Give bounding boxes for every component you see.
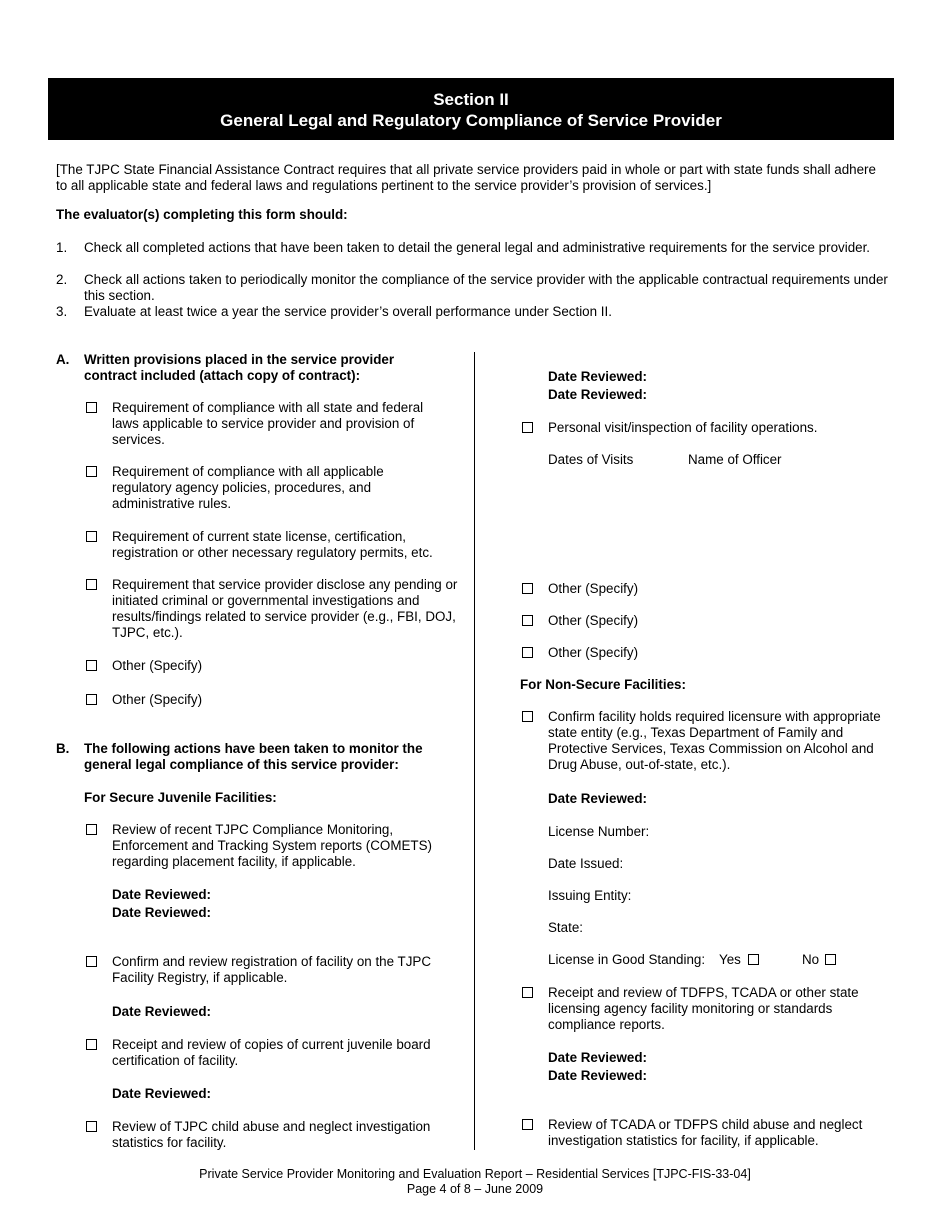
abuse-stats-text: Review of TJPC child abuse and neglect investigation statistics for facility. (112, 1119, 431, 1150)
tdfps-report-checkbox[interactable] (522, 987, 533, 998)
registry-review-text: Confirm and review registration of facility on the TJPC Facility Registry, if applicable. (112, 954, 432, 985)
section-a-item-1-checkbox[interactable] (86, 402, 97, 413)
licensure-checkbox[interactable] (522, 711, 533, 722)
section-a-item-2: Requirement of compliance with all applicable regulatory agency policies, procedures, and administrative rules. (112, 464, 384, 511)
comets-review-text: Review of recent TJPC Compliance Monitoring, Enforcement and Tracking System reports (COMETS) regarding placement facility, if applicable. (112, 822, 432, 869)
right-other-1-checkbox[interactable] (522, 583, 533, 594)
section-a-other-1-checkbox[interactable] (86, 660, 97, 671)
right-other-2-checkbox[interactable] (522, 615, 533, 626)
board-cert-text: Receipt and review of copies of current juvenile board certification of facility. (112, 1037, 431, 1068)
section-a-letter: A. (56, 352, 70, 367)
visit-text: Personal visit/inspection of facility operations. (548, 420, 818, 435)
registry-review-checkbox[interactable] (86, 956, 97, 967)
board-cert-checkbox[interactable] (86, 1039, 97, 1050)
comets-date-reviewed-2: Date Reviewed: (112, 905, 211, 920)
step-2-number: 2. (56, 272, 68, 287)
section-a-other-2: Other (Specify) (112, 692, 203, 707)
section-b-letter: B. (56, 741, 70, 756)
registry-date-reviewed: Date Reviewed: (112, 1004, 211, 1019)
evaluator-heading: The evaluator(s) completing this form should: (56, 207, 348, 222)
non-secure-heading: For Non-Secure Facilities: (520, 677, 686, 692)
state-label: State: (548, 920, 583, 935)
column-divider (474, 352, 475, 1150)
right-other-3: Other (Specify) (548, 645, 639, 660)
section-a-heading: Written provisions placed in the service provider contract included (attach copy of contract): (84, 352, 395, 383)
right-other-2: Other (Specify) (548, 613, 639, 628)
comets-review-checkbox[interactable] (86, 824, 97, 835)
secure-facilities-heading: For Secure Juvenile Facilities: (84, 790, 277, 805)
tcada-stats-checkbox[interactable] (522, 1119, 533, 1130)
good-standing-label: License in Good Standing: (548, 952, 706, 967)
tcada-stats-text: Review of TCADA or TDFPS child abuse and neglect investigation statistics for facility, if applicable. (548, 1117, 863, 1148)
license-number-label: License Number: (548, 824, 650, 839)
visit-checkbox[interactable] (522, 422, 533, 433)
step-1-number: 1. (56, 240, 68, 255)
section-b-heading: The following actions have been taken to monitor the general legal compliance of this service provider: (84, 741, 423, 772)
section-a-item-4: Requirement that service provider disclose any pending or initiated criminal or governmental investigations and results/findings related to service provider (e.g., FBI, DOJ, TJPC, etc.). (112, 577, 458, 640)
footer-page-number: Page 4 of 8 – June 2009 (406, 1182, 544, 1196)
date-issued-label: Date Issued: (548, 856, 624, 871)
step-2-text: Check all actions taken to periodically monitor the compliance of the service provider with the applicable contractual requirements under this section. (84, 272, 888, 303)
section-title: General Legal and Regulatory Compliance of Service Provider (220, 111, 722, 130)
tdfps-date-reviewed-1: Date Reviewed: (548, 1050, 647, 1065)
section-a-item-3: Requirement of current state license, certification, registration or other necessary regulatory permits, etc. (112, 529, 433, 560)
section-a-item-3-checkbox[interactable] (86, 531, 97, 542)
abuse-date-reviewed-2: Date Reviewed: (548, 387, 647, 402)
issuing-entity-label: Issuing Entity: (548, 888, 632, 903)
section-banner (48, 78, 894, 140)
dates-of-visits-label: Dates of Visits (548, 452, 634, 467)
tdfps-report-text: Receipt and review of TDFPS, TCADA or other state licensing agency facility monitoring or standards compliance reports. (548, 985, 859, 1032)
name-of-officer-label: Name of Officer (688, 452, 782, 467)
section-a-other-1: Other (Specify) (112, 658, 203, 673)
section-a-item-1: Requirement of compliance with all state and federal laws applicable to service provider and provision of services. (112, 400, 424, 447)
board-cert-date-reviewed: Date Reviewed: (112, 1086, 211, 1101)
section-number: Section II (433, 90, 509, 109)
intro-note: [The TJPC State Financial Assistance Contract requires that all private service providers paid in whole or part with state funds shall adhere to all applicable state and federal laws and regulations pertinent to the service provider’s provision of services.] (56, 162, 876, 193)
good-standing-yes-checkbox[interactable] (748, 954, 759, 965)
tdfps-date-reviewed-2: Date Reviewed: (548, 1068, 647, 1083)
section-a-item-2-checkbox[interactable] (86, 466, 97, 477)
section-a-item-4-checkbox[interactable] (86, 579, 97, 590)
section-a-other-2-checkbox[interactable] (86, 694, 97, 705)
good-standing-yes-label: Yes (719, 952, 741, 967)
footer-line-1: Private Service Provider Monitoring and Evaluation Report – Residential Services [TJPC-FIS-33-04] (199, 1167, 751, 1181)
right-other-3-checkbox[interactable] (522, 647, 533, 658)
step-3-text: Evaluate at least twice a year the service provider’s overall performance under Section II. (84, 304, 612, 319)
licensure-text: Confirm facility holds required licensure with appropriate state entity (e.g., Texas Department of Family and Protective Services, Texas Commission on Alcohol and Drug Abuse, out-of-state, etc.). (548, 709, 881, 772)
step-3-number: 3. (56, 304, 68, 319)
good-standing-no-label: No (802, 952, 820, 967)
licensure-date-reviewed: Date Reviewed: (548, 791, 647, 806)
right-other-1: Other (Specify) (548, 581, 639, 596)
good-standing-no-checkbox[interactable] (825, 954, 836, 965)
abuse-stats-checkbox[interactable] (86, 1121, 97, 1132)
abuse-date-reviewed-1: Date Reviewed: (548, 369, 647, 384)
step-1-text: Check all completed actions that have been taken to detail the general legal and administrative requirements for the service provider. (84, 240, 871, 255)
comets-date-reviewed-1: Date Reviewed: (112, 887, 211, 902)
